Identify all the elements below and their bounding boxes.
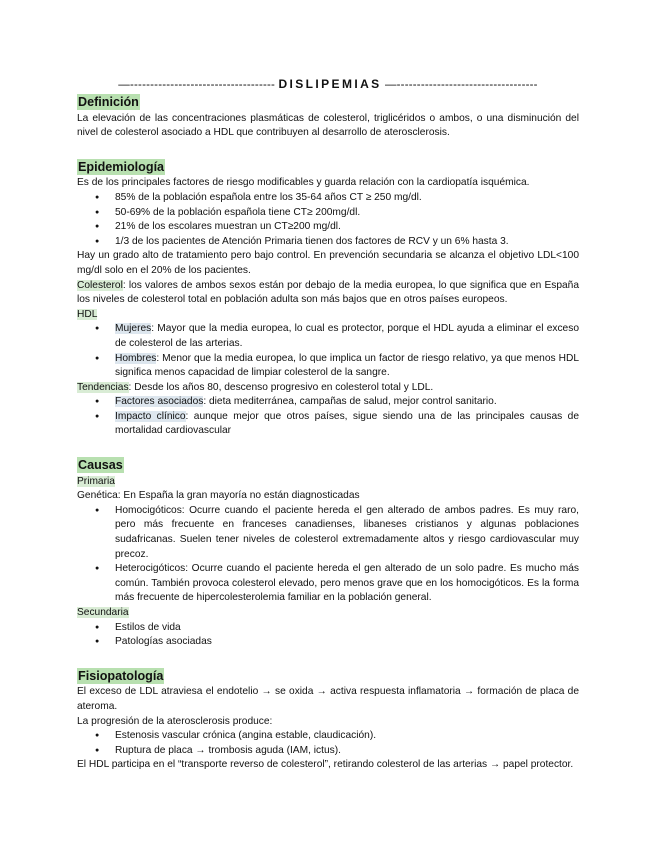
genetica-text: Genética: En España la gran mayoría no están diagnosticadas [77, 490, 360, 502]
tendencias-label: Tendencias [77, 381, 129, 393]
list-item: ● Patologías asociadas [77, 635, 579, 650]
list-item: ● Heterocigóticos: Ocurre cuando el paciente hereda el gen alterado de un solo padre. Es mucho más común. También provoca colesterol elevado, pero menos grave que en los homocigóticos. Es la forma más frecuente de hipercolesterolemia familiar en la población general. [77, 562, 579, 606]
epidemiologia-list [77, 191, 579, 249]
list-item [77, 395, 579, 410]
section-fisiopatologia [77, 668, 579, 773]
heading-definicion: Definición [78, 95, 139, 109]
epidemiologia-intro: Es de los principales factores de riesgo modificables y guarda relación con la cardiopatía isquémica. [77, 177, 530, 189]
list-item: ● Estilos de vida [77, 621, 579, 636]
heading-causas: Causas [78, 458, 123, 473]
factores-label: Factores asociados [115, 396, 204, 408]
list-item: ● 50-69% de la población española tiene CT≥ 200mg/dl. [77, 206, 579, 221]
list-item [77, 410, 579, 439]
primaria-paragraph [77, 475, 579, 490]
secundaria-paragraph [77, 606, 579, 621]
section-definicion [77, 94, 579, 141]
list-item [77, 322, 579, 351]
hdl-label: HDL [77, 308, 98, 320]
colesterol-paragraph [77, 279, 579, 308]
colesterol-text: : los valores de ambos sexos están por debajo de la media europea, lo que significa que en España los niveles de colesterol total en población adulta son más bajos que en otros países europeos. [77, 279, 579, 306]
hdl-list [77, 322, 579, 380]
hombres-text: : Menor que la media europea, lo que implica un factor de riesgo relativo, ya que menos HDL significa menos capacidad de limpiar colesterol de la sangre. [115, 352, 579, 379]
impacto-text: : aunque mejor que otros países, sigue siendo una de las principales causas de mortalidad cardiovascular [115, 410, 579, 437]
tendencias-text: : Desde los años 80, descenso progresivo en colesterol total y LDL. [128, 381, 434, 393]
hdl-paragraph [77, 308, 579, 323]
epidemiologia-control: Hay un grado alto de tratamiento pero bajo control. En prevención secundaria se alcanza el objetivo LDL<100 mg/dl solo en el 20% de los pacientes. [77, 250, 579, 276]
mujeres-text: : Mayor que la media europea, lo cual es protector, porque el HDL ayuda a eliminar el exceso de colesterol de las arterias. [115, 323, 579, 349]
document-title [77, 77, 579, 91]
heading-fisiopatologia: Fisiopatología [78, 668, 164, 683]
fisiopatologia-p1: El exceso de LDL atraviesa el endotelio → se oxida → activa respuesta inflamatoria → formación de placa de ateroma. [77, 686, 579, 712]
section-causas [77, 457, 579, 650]
primaria-label: Primaria [77, 475, 115, 487]
list-item [77, 352, 579, 381]
definicion-text: La elevación de las concentraciones plasmáticas de colesterol, triglicéridos o ambos, o una disminución del nivel de colesterol asociado a HDL que contribuyen al desarrollo de aterosclerosis. [77, 112, 579, 139]
list-item: ● Ruptura de placa → trombosis aguda (IAM, ictus). [77, 744, 579, 759]
list-item: ● Homocigóticos: Ocurre cuando el paciente hereda el gen alterado de ambos padres. Es muy raro, pero más frecuente en franceses canadienses, libaneses cristianos y algunas poblaciones sudafricanas. Suelen tener niveles de colesterol extremadamente altos y riesgo cardiovascular muy precoz. [77, 504, 579, 562]
fisiopatologia-p2: La progresión de la aterosclerosis produce: [77, 715, 273, 727]
section-epidemiologia [77, 159, 579, 439]
hombres-label: Hombres [115, 352, 157, 364]
impacto-label: Impacto clínico [115, 410, 186, 422]
list-item: ● 21% de los escolares muestran un CT≥200 mg/dl. [77, 220, 579, 235]
secundaria-label: Secundaria [77, 607, 129, 618]
mujeres-label: Mujeres [115, 323, 152, 335]
list-item: ● 85% de la población española entre los 35-64 años CT ≥ 250 mg/dl. [77, 191, 579, 206]
factores-text: : dieta mediterránea, campañas de salud, mejor control sanitario. [203, 396, 497, 408]
title-right-rule: —----------------------------------- [384, 79, 538, 91]
tendencias-paragraph [77, 381, 579, 396]
document-body [77, 94, 579, 773]
fisiopatologia-p3: El HDL participa en el “transporte reverso de colesterol”, retirando colesterol de las arterias → papel protector. [77, 759, 574, 771]
primaria-list [77, 504, 579, 606]
colesterol-label: Colesterol [77, 279, 123, 291]
tendencias-list [77, 395, 579, 439]
list-item: ● Estenosis vascular crónica (angina estable, claudicación). [77, 729, 579, 744]
list-item: ● 1/3 de los pacientes de Atención Primaria tienen dos factores de RCV y un 6% hasta 3. [77, 235, 579, 250]
fisiopatologia-list [77, 729, 579, 758]
secundaria-list [77, 621, 579, 650]
heading-epidemiologia: Epidemiología [78, 159, 165, 174]
title-text: DISLIPEMIAS [278, 77, 382, 91]
title-left-rule: —------------------------------------ [118, 79, 276, 91]
